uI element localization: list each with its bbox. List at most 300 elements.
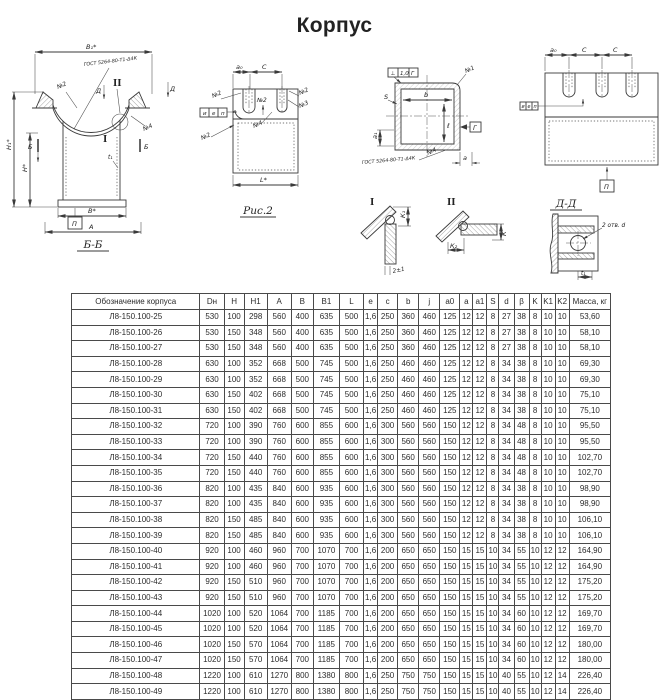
value-cell: 150 (440, 465, 460, 481)
dim-c-label: С (262, 63, 267, 71)
value-cell: 38 (514, 497, 529, 513)
value-cell: 1070 (313, 575, 339, 591)
value-cell: 12 (541, 621, 555, 637)
table-header-row (72, 294, 611, 310)
value-cell: 560 (398, 481, 419, 497)
value-cell: 348 (244, 341, 267, 357)
value-cell: 510 (244, 575, 267, 591)
value-cell: 855 (313, 465, 339, 481)
value-cell: 98,90 (569, 481, 610, 497)
value-cell: 55 (514, 668, 529, 684)
designation-cell: Л8-150.100-41 (72, 559, 200, 575)
value-cell: 100 (224, 668, 244, 684)
column-header: S (487, 294, 499, 310)
value-cell: 650 (398, 590, 419, 606)
table-row (72, 590, 611, 606)
value-cell: 720 (200, 419, 224, 435)
value-cell: 34 (499, 356, 514, 372)
value-cell: 600 (339, 528, 363, 544)
value-cell: 38 (514, 387, 529, 403)
value-cell: 8 (529, 325, 541, 341)
value-cell: 560 (267, 310, 291, 326)
datum-p-label: П (604, 183, 609, 191)
value-cell: 15 (460, 575, 473, 591)
value-cell: 855 (313, 434, 339, 450)
value-cell: 1,6 (364, 559, 378, 575)
value-cell: 48 (514, 419, 529, 435)
designation-cell: Л8-150.100-44 (72, 606, 200, 622)
value-cell: 460 (419, 372, 440, 388)
value-cell: 390 (244, 419, 267, 435)
value-cell: 920 (200, 590, 224, 606)
value-cell: 8 (487, 450, 499, 466)
value-cell: 100 (224, 621, 244, 637)
value-cell: 1380 (313, 684, 339, 700)
value-cell: 12 (555, 590, 569, 606)
column-header: Обозначение корпуса (72, 294, 200, 310)
value-cell: 560 (419, 450, 440, 466)
column-header: β (514, 294, 529, 310)
value-cell: 100 (224, 606, 244, 622)
value-cell: 150 (224, 403, 244, 419)
value-cell: 12 (460, 387, 473, 403)
weld-n2-lower-label: №2 (200, 132, 212, 142)
value-cell: 10 (555, 528, 569, 544)
value-cell: 700 (339, 590, 363, 606)
value-cell: 55 (514, 684, 529, 700)
weld-n2-right-label: №2 (298, 87, 310, 97)
dim-a1-label: а₁ (371, 132, 379, 139)
value-cell: 745 (313, 387, 339, 403)
view-dd (550, 198, 626, 280)
value-cell: 720 (200, 465, 224, 481)
value-cell: 15 (473, 590, 487, 606)
value-cell: 12 (555, 653, 569, 669)
value-cell: 400 (291, 341, 313, 357)
table-row (72, 434, 611, 450)
value-cell: 34 (499, 637, 514, 653)
value-cell: 800 (291, 684, 313, 700)
value-cell: 300 (378, 434, 398, 450)
value-cell: 300 (378, 465, 398, 481)
value-cell: 106,10 (569, 512, 610, 528)
value-cell: 570 (244, 653, 267, 669)
gap-tolerance-label: 2±1 (392, 266, 406, 275)
value-cell: 34 (499, 481, 514, 497)
value-cell: 10 (555, 310, 569, 326)
dim-a0-label: а₀ (236, 63, 243, 71)
value-cell: 560 (419, 528, 440, 544)
page-title: Корпус (296, 14, 373, 37)
weld-n2-label: №2 (211, 90, 223, 100)
value-cell: 635 (313, 341, 339, 357)
value-cell: 55 (514, 543, 529, 559)
value-cell: 10 (555, 512, 569, 528)
value-cell: 1,6 (364, 434, 378, 450)
value-cell: 460 (419, 403, 440, 419)
value-cell: 60 (514, 637, 529, 653)
value-cell: 650 (419, 621, 440, 637)
weld-n2-label: №2 (56, 81, 68, 91)
tolerance-value: 1,0 (400, 71, 409, 77)
value-cell: 8 (529, 310, 541, 326)
table-body (72, 310, 611, 700)
value-cell: 500 (339, 356, 363, 372)
value-cell: 298 (244, 310, 267, 326)
value-cell: 95,50 (569, 419, 610, 435)
value-cell: 960 (267, 543, 291, 559)
value-cell: 40 (499, 684, 514, 700)
value-cell: 10 (541, 434, 555, 450)
value-cell: 200 (378, 575, 398, 591)
value-cell: 650 (419, 559, 440, 575)
value-cell: 75,10 (569, 403, 610, 419)
value-cell: 520 (244, 621, 267, 637)
value-cell: 1070 (313, 543, 339, 559)
value-cell: 10 (487, 637, 499, 653)
value-cell: 520 (244, 606, 267, 622)
slot-2 (596, 70, 608, 98)
view-fig2 (168, 63, 310, 217)
designation-cell: Л8-150.100-29 (72, 372, 200, 388)
column-header: K1 (541, 294, 555, 310)
value-cell: 390 (244, 434, 267, 450)
value-cell: 34 (499, 621, 514, 637)
value-cell: 60 (514, 621, 529, 637)
table-row (72, 637, 611, 653)
value-cell: 12 (555, 543, 569, 559)
designation-cell: Л8-150.100-39 (72, 528, 200, 544)
value-cell: 460 (398, 403, 419, 419)
value-cell: 8 (487, 465, 499, 481)
dim-a-label: А (89, 223, 94, 231)
value-cell: 560 (398, 465, 419, 481)
value-cell: 650 (398, 543, 419, 559)
designation-cell: Л8-150.100-26 (72, 325, 200, 341)
column-header: B1 (313, 294, 339, 310)
value-cell: 635 (313, 325, 339, 341)
value-cell: 12 (555, 621, 569, 637)
value-cell: 125 (440, 356, 460, 372)
value-cell: 650 (398, 606, 419, 622)
value-cell: 48 (514, 434, 529, 450)
value-cell: 12 (460, 528, 473, 544)
value-cell: 8 (487, 497, 499, 513)
value-cell: 1,6 (364, 575, 378, 591)
value-cell: 920 (200, 559, 224, 575)
thickness-t1-label: t₁ (108, 155, 113, 161)
value-cell: 500 (339, 372, 363, 388)
value-cell: 250 (378, 356, 398, 372)
value-cell: 600 (339, 512, 363, 528)
dim-h-label: Н* (21, 163, 29, 172)
value-cell: 58,10 (569, 341, 610, 357)
designation-cell: Л8-150.100-28 (72, 356, 200, 372)
value-cell: 530 (200, 310, 224, 326)
value-cell: 12 (460, 325, 473, 341)
value-cell: 12 (473, 465, 487, 481)
column-header: c (378, 294, 398, 310)
value-cell: 560 (419, 497, 440, 513)
table-row (72, 403, 611, 419)
value-cell: 10 (555, 387, 569, 403)
column-header: j (419, 294, 440, 310)
value-cell: 34 (499, 372, 514, 388)
value-cell: 125 (440, 403, 460, 419)
datum-g-label: Г (473, 124, 477, 132)
value-cell: 200 (378, 637, 398, 653)
value-cell: 175,20 (569, 575, 610, 591)
weld-box-i: и (203, 111, 207, 117)
value-cell: 38 (514, 341, 529, 357)
value-cell: 169,70 (569, 606, 610, 622)
value-cell: 10 (555, 497, 569, 513)
value-cell: 125 (440, 325, 460, 341)
value-cell: 150 (440, 606, 460, 622)
value-cell: 10 (529, 575, 541, 591)
value-cell: 8 (487, 310, 499, 326)
view-square (362, 65, 481, 166)
value-cell: 10 (541, 325, 555, 341)
value-cell: 38 (514, 481, 529, 497)
value-cell: 12 (555, 606, 569, 622)
value-cell: 600 (291, 465, 313, 481)
value-cell: 1,6 (364, 653, 378, 669)
datum-p-label: П (72, 220, 77, 228)
value-cell: 1,6 (364, 310, 378, 326)
value-cell: 55 (514, 559, 529, 575)
value-cell: 560 (419, 465, 440, 481)
value-cell: 300 (378, 497, 398, 513)
value-cell: 164,90 (569, 559, 610, 575)
value-cell: 34 (499, 528, 514, 544)
value-cell: 1,6 (364, 372, 378, 388)
thickness-s-label: S (384, 93, 389, 101)
value-cell: 600 (339, 450, 363, 466)
value-cell: 720 (200, 434, 224, 450)
column-header: H (224, 294, 244, 310)
table-row (72, 372, 611, 388)
designation-cell: Л8-150.100-40 (72, 543, 200, 559)
value-cell: 610 (244, 684, 267, 700)
table-row (72, 356, 611, 372)
value-cell: 560 (398, 419, 419, 435)
value-cell: 34 (499, 512, 514, 528)
value-cell: 34 (499, 465, 514, 481)
value-cell: 485 (244, 528, 267, 544)
value-cell: 300 (378, 512, 398, 528)
value-cell: 150 (440, 590, 460, 606)
value-cell: 10 (541, 465, 555, 481)
dim-k2-label: К₂ (450, 242, 458, 250)
value-cell: 1,6 (364, 637, 378, 653)
value-cell: 600 (291, 450, 313, 466)
value-cell: 150 (440, 481, 460, 497)
value-cell: 1380 (313, 668, 339, 684)
value-cell: 34 (499, 543, 514, 559)
value-cell: 12 (460, 403, 473, 419)
value-cell: 150 (224, 528, 244, 544)
weld-gost-label: ГОСТ 5264-80-Т1-Δ4К (361, 156, 416, 166)
value-cell: 150 (440, 559, 460, 575)
value-cell: 500 (339, 310, 363, 326)
value-cell: 460 (419, 387, 440, 403)
value-cell: 560 (419, 434, 440, 450)
value-cell: 10 (555, 419, 569, 435)
detail-ii-marker: II (113, 77, 122, 89)
value-cell: 650 (398, 559, 419, 575)
view-bb (5, 43, 154, 251)
value-cell: 15 (473, 559, 487, 575)
view-d-label: Д (96, 87, 102, 95)
value-cell: 250 (378, 684, 398, 700)
value-cell: 600 (291, 512, 313, 528)
value-cell: 300 (378, 528, 398, 544)
column-header: K2 (555, 294, 569, 310)
value-cell: 650 (419, 575, 440, 591)
value-cell: 27 (499, 310, 514, 326)
value-cell: 560 (419, 419, 440, 435)
value-cell: 745 (313, 356, 339, 372)
value-cell: 400 (291, 310, 313, 326)
value-cell: 820 (200, 512, 224, 528)
value-cell: 8 (529, 481, 541, 497)
designation-cell: Л8-150.100-45 (72, 621, 200, 637)
value-cell: 750 (398, 684, 419, 700)
column-header: A (267, 294, 291, 310)
value-cell: 150 (224, 341, 244, 357)
value-cell: 34 (499, 575, 514, 591)
value-cell: 180,00 (569, 653, 610, 669)
value-cell: 485 (244, 512, 267, 528)
value-cell: 98,90 (569, 497, 610, 513)
value-cell: 440 (244, 450, 267, 466)
value-cell: 150 (440, 450, 460, 466)
value-cell: 8 (487, 403, 499, 419)
value-cell: 700 (291, 606, 313, 622)
value-cell: 10 (529, 653, 541, 669)
section-b-right: Б (144, 143, 149, 151)
value-cell: 100 (224, 684, 244, 700)
value-cell: 38 (514, 310, 529, 326)
value-cell: 10 (555, 450, 569, 466)
value-cell: 1220 (200, 668, 224, 684)
value-cell: 720 (200, 450, 224, 466)
value-cell: 840 (267, 497, 291, 513)
right-wing (129, 92, 146, 108)
value-cell: 1020 (200, 621, 224, 637)
value-cell: 400 (291, 325, 313, 341)
value-cell: 12 (555, 575, 569, 591)
value-cell: 960 (267, 559, 291, 575)
value-cell: 668 (267, 403, 291, 419)
value-cell: 500 (291, 403, 313, 419)
value-cell: 760 (267, 465, 291, 481)
value-cell: 820 (200, 481, 224, 497)
value-cell: 12 (460, 341, 473, 357)
value-cell: 1,6 (364, 606, 378, 622)
value-cell: 650 (419, 653, 440, 669)
value-cell: 34 (499, 606, 514, 622)
column-header: e (364, 294, 378, 310)
value-cell: 700 (339, 543, 363, 559)
value-cell: 150 (224, 465, 244, 481)
designation-cell: Л8-150.100-47 (72, 653, 200, 669)
value-cell: 610 (244, 668, 267, 684)
table-row (72, 325, 611, 341)
table-row (72, 528, 611, 544)
fig2-caption: Рис.2 (243, 205, 273, 217)
value-cell: 10 (529, 684, 541, 700)
weld-n4-label: №4 (252, 120, 264, 130)
value-cell: 125 (440, 310, 460, 326)
value-cell: 700 (339, 621, 363, 637)
value-cell: 750 (419, 684, 440, 700)
value-cell: 800 (291, 668, 313, 684)
perpendicularity-icon: ⊥ (390, 71, 396, 77)
value-cell: 180,00 (569, 637, 610, 653)
value-cell: 650 (398, 575, 419, 591)
value-cell: 15 (473, 668, 487, 684)
value-cell: 250 (378, 310, 398, 326)
value-cell: 820 (200, 528, 224, 544)
value-cell: 14 (555, 668, 569, 684)
weld-box-p: п (221, 111, 225, 117)
value-cell: 8 (529, 528, 541, 544)
designation-cell: Л8-150.100-34 (72, 450, 200, 466)
value-cell: 600 (291, 481, 313, 497)
value-cell: 12 (473, 325, 487, 341)
value-cell: 10 (555, 325, 569, 341)
value-cell: 150 (224, 325, 244, 341)
value-cell: 150 (440, 512, 460, 528)
value-cell: 700 (291, 559, 313, 575)
value-cell: 8 (529, 341, 541, 357)
value-cell: 8 (529, 497, 541, 513)
value-cell: 668 (267, 356, 291, 372)
weld-box-e: е (527, 105, 531, 110)
value-cell: 12 (460, 434, 473, 450)
value-cell: 106,10 (569, 528, 610, 544)
value-cell: 630 (200, 387, 224, 403)
value-cell: 460 (419, 341, 440, 357)
value-cell: 500 (291, 387, 313, 403)
section-ii-caption: II (447, 196, 456, 208)
value-cell: 1185 (313, 621, 339, 637)
value-cell: 760 (267, 419, 291, 435)
value-cell: 700 (291, 637, 313, 653)
value-cell: 10 (529, 668, 541, 684)
value-cell: 150 (440, 419, 460, 435)
table-row (72, 465, 611, 481)
value-cell: 1,6 (364, 590, 378, 606)
designation-cell: Л8-150.100-46 (72, 637, 200, 653)
value-cell: 175,20 (569, 590, 610, 606)
value-cell: 1020 (200, 637, 224, 653)
value-cell: 12 (541, 575, 555, 591)
value-cell: 34 (499, 590, 514, 606)
column-header: a (460, 294, 473, 310)
value-cell: 125 (440, 341, 460, 357)
holes-note: 2 отв. d (602, 223, 626, 229)
value-cell: 34 (499, 387, 514, 403)
value-cell: 8 (487, 372, 499, 388)
value-cell: 12 (555, 559, 569, 575)
weld-box-e: е (212, 111, 216, 117)
value-cell: 700 (291, 575, 313, 591)
value-cell: 1270 (267, 684, 291, 700)
value-cell: 34 (499, 419, 514, 435)
